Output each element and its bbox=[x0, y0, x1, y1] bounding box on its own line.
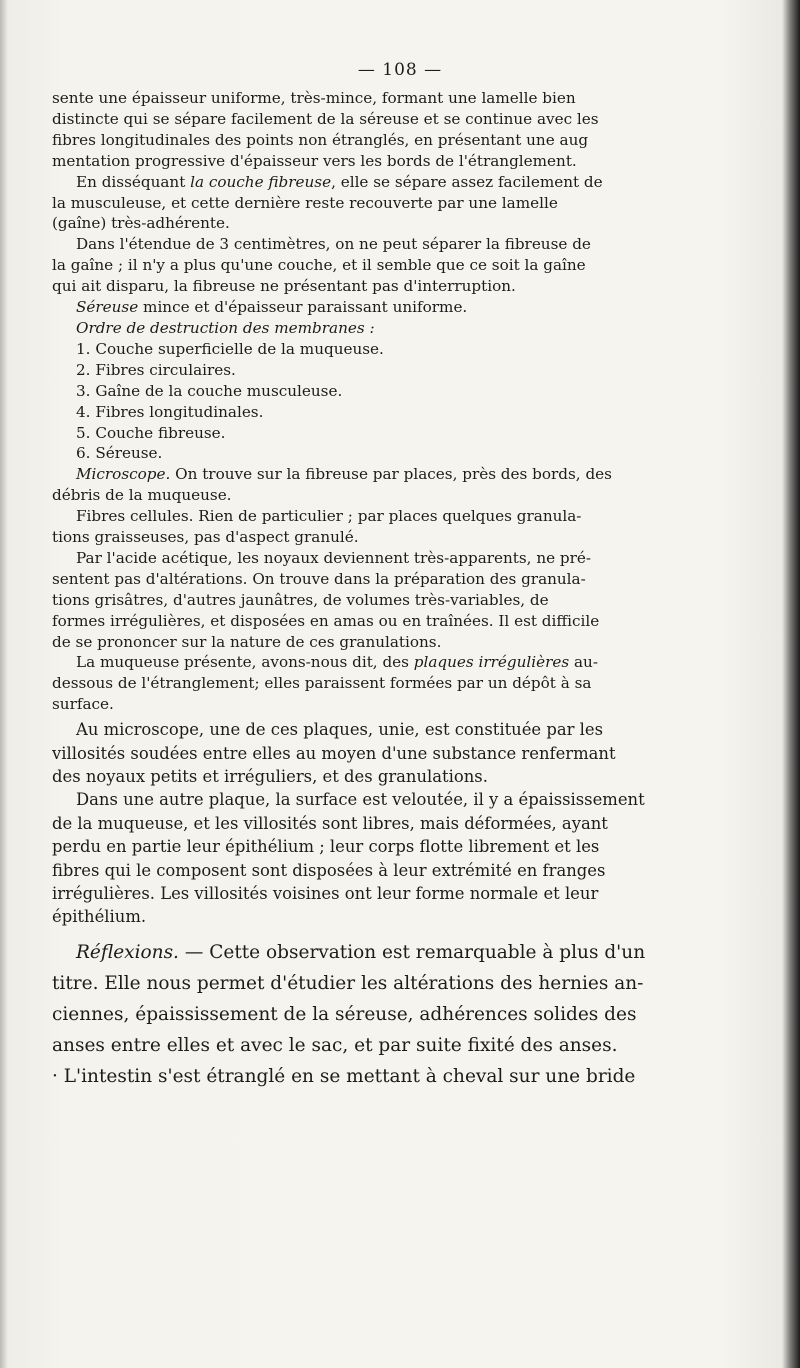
text-line: qui ait disparu, la fibreuse ne présentant pas d'interruption. bbox=[52, 277, 516, 296]
text-line: Au microscope, une de ces plaques, unie, est constituée par les bbox=[76, 720, 603, 740]
destruction-order-list bbox=[52, 339, 752, 464]
text-line: (gaîne) très-adhérente. bbox=[52, 214, 230, 233]
text-line: dessous de l'étranglement; elles paraissent formées par un dépôt à sa bbox=[52, 674, 592, 693]
paragraph-microscope bbox=[52, 464, 752, 506]
text-run: La muqueuse présente, avons-nous dit, des bbox=[76, 653, 414, 672]
text-line: · L'intestin s'est étranglé en se mettant à cheval sur une bride bbox=[52, 1065, 636, 1087]
text-line: des noyaux petits et irréguliers, et des granulations. bbox=[52, 767, 488, 786]
text-line: Fibres cellules. Rien de particulier ; par places quelques granula- bbox=[76, 507, 582, 526]
lower-section bbox=[52, 718, 752, 929]
text-line: Par l'acide acétique, les noyaux deviennent très-apparents, ne pré- bbox=[76, 548, 592, 567]
page-number: — 108 — bbox=[357, 60, 443, 80]
italic-term: plaques irrégulières bbox=[413, 653, 570, 672]
paragraph-11 bbox=[52, 788, 752, 928]
paragraph-1 bbox=[52, 88, 752, 172]
text-line: ciennes, épaississement de la séreuse, adhérences solides des bbox=[52, 1003, 637, 1025]
text-line: Dans l'étendue de 3 centimètres, on ne peut séparer la fibreuse de bbox=[76, 235, 591, 254]
page-body bbox=[52, 88, 752, 1092]
text-run: , elle se sépare assez facilement de bbox=[331, 172, 603, 191]
text-line: irrégulières. Les villosités voisines ont leur forme normale et leur bbox=[52, 884, 599, 904]
paragraph-9 bbox=[52, 652, 752, 715]
text-line: perdu en partie leur épithélium ; leur corps flotte librement et les bbox=[52, 837, 600, 857]
text-line: la musculeuse, et cette dernière reste recouverte par une lamelle bbox=[52, 193, 558, 212]
list-item: 4. Fibres longitudinales. bbox=[76, 402, 264, 421]
paragraph-3 bbox=[52, 234, 752, 297]
reflexions-section bbox=[52, 937, 752, 1092]
text-line: de la muqueuse, et les villosités sont libres, mais déformées, ayant bbox=[52, 813, 608, 833]
text-line: surface. bbox=[52, 695, 114, 714]
text-line: la gaîne ; il n'y a plus qu'une couche, et il semble que ce soit la gaîne bbox=[52, 256, 586, 275]
text-line: débris de la muqueuse. bbox=[52, 486, 232, 505]
list-item: 5. Couche fibreuse. bbox=[76, 423, 226, 442]
text-line: mentation progressive d'épaisseur vers les bords de l'étranglement. bbox=[52, 151, 577, 170]
text-run: On trouve sur la fibreuse par places, près des bords, des bbox=[170, 465, 612, 484]
text-line: tions graisseuses, pas d'aspect granulé. bbox=[52, 528, 359, 547]
text-line: sente une épaisseur uniforme, très-mince, formant une lamelle bien bbox=[52, 89, 576, 107]
text-line: villosités soudées entre elles au moyen d'une substance renfermant bbox=[52, 743, 616, 763]
text-line: titre. Elle nous permet d'étudier les altérations des hernies an- bbox=[52, 972, 644, 994]
text-run: au- bbox=[569, 653, 598, 672]
paragraph-8 bbox=[52, 548, 752, 653]
scan-edge-right bbox=[782, 0, 800, 1368]
text-run: mince et d'épaisseur paraissant uniforme. bbox=[138, 298, 468, 317]
text-line: tions grisâtres, d'autres jaunâtres, de volumes très-variables, de bbox=[52, 590, 549, 609]
text-line: formes irrégulières, et disposées en amas ou en traînées. Il est difficile bbox=[52, 611, 600, 630]
paragraph-4 bbox=[52, 297, 752, 318]
scan-edge-left bbox=[0, 0, 8, 1368]
text-line: fibres qui le composent sont disposées à leur extrémité en franges bbox=[52, 860, 606, 880]
italic-term: Microscope. bbox=[76, 465, 171, 484]
text-line: épithélium. bbox=[52, 907, 147, 927]
italic-term: Séreuse bbox=[76, 298, 139, 317]
italic-heading: Ordre de destruction des membranes : bbox=[76, 318, 375, 337]
text-line: distincte qui se sépare facilement de la séreuse et se continue avec les bbox=[52, 109, 599, 128]
paragraph-10 bbox=[52, 718, 752, 788]
text-line: sentent pas d'altérations. On trouve dans la préparation des granula- bbox=[52, 569, 586, 588]
text-line: fibres longitudinales des points non étranglés, en présentant une aug bbox=[52, 130, 589, 149]
list-item: 3. Gaîne de la couche musculeuse. bbox=[76, 381, 343, 400]
text-run: En disséquant bbox=[76, 172, 191, 191]
paragraph-13 bbox=[52, 1061, 752, 1092]
text-line: de se prononcer sur la nature de ces granulations. bbox=[52, 632, 442, 651]
paragraph-7 bbox=[52, 506, 752, 548]
text-run: — Cette observation est remarquable à plus d'un bbox=[178, 941, 646, 963]
list-item: 2. Fibres circulaires. bbox=[76, 360, 236, 379]
destruction-order-heading bbox=[52, 318, 752, 339]
paragraph-reflexions bbox=[52, 937, 752, 1061]
list-item: 6. Séreuse. bbox=[76, 444, 163, 463]
paragraph-2 bbox=[52, 172, 752, 235]
text-line: anses entre elles et avec le sac, et par suite fixité des anses. bbox=[52, 1034, 618, 1056]
italic-term: la couche fibreuse bbox=[190, 172, 332, 191]
text-line: Dans une autre plaque, la surface est veloutée, il y a épaississement bbox=[76, 790, 645, 810]
list-item: 1. Couche superficielle de la muqueuse. bbox=[76, 339, 384, 358]
italic-term: Réflexions. bbox=[76, 941, 179, 963]
